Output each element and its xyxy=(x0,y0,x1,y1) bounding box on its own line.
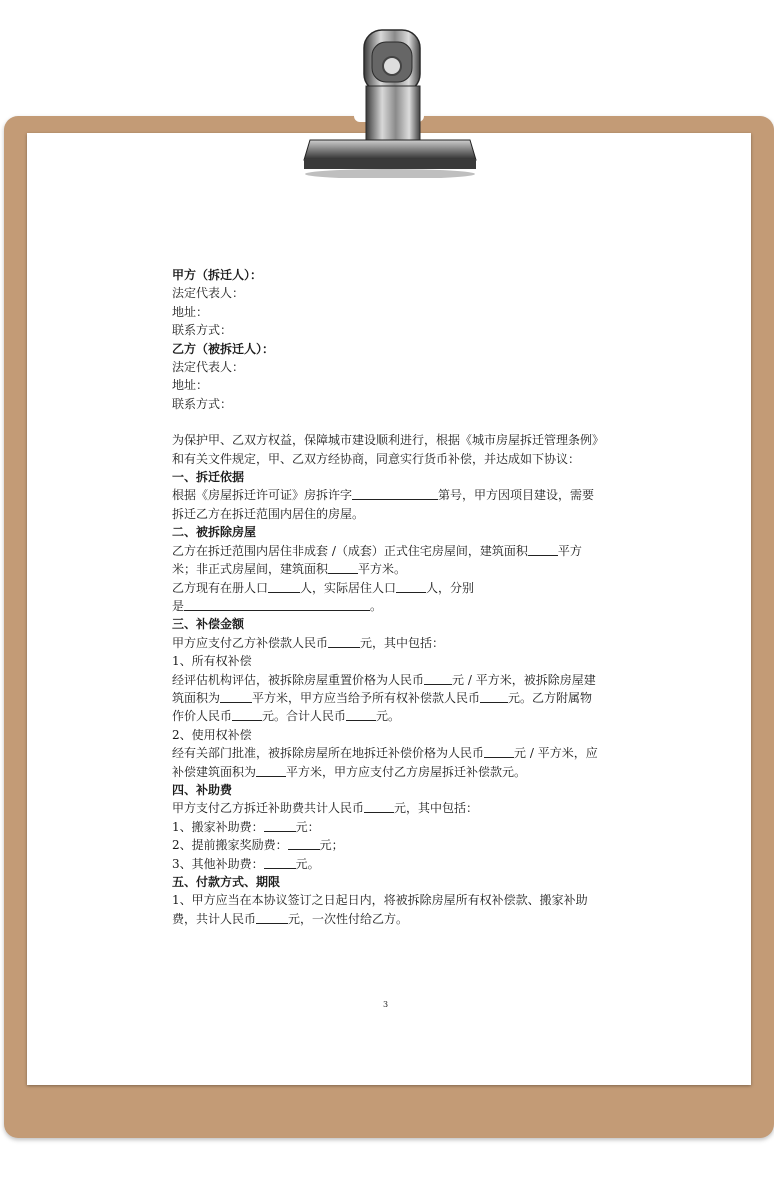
sub-2-text-b: 元 / 平方米，应补偿建筑面积为 xyxy=(172,746,598,779)
item-3-label: 3、其他补助费： xyxy=(172,856,264,871)
section-2-para-1 xyxy=(172,542,604,579)
sub-1-text-c: 平方米，甲方应当给予所有权补偿款人民币 xyxy=(252,690,481,705)
document-body xyxy=(172,266,604,928)
blank-building-area xyxy=(220,690,252,703)
section-4-title: 四、补助费 xyxy=(172,782,233,797)
blank-subtotal xyxy=(346,708,376,721)
blank-compensated-area xyxy=(256,764,286,777)
section-5-text-a: 1、甲方应当在本协议签订之日起日内，将被拆除房屋所有权补偿款、搬家补助费，共计人民币 xyxy=(172,893,588,926)
section-3-para-1 xyxy=(172,634,604,652)
section-4-item-3 xyxy=(172,855,604,873)
section-4-text-b: 元，其中包括： xyxy=(394,801,479,816)
section-3-sub-2-text xyxy=(172,744,604,781)
blank-permit-number xyxy=(352,487,438,500)
section-2-text-g: 是 xyxy=(172,598,185,613)
section-1-text-a: 根据《房屋拆迁许可证》房拆许字 xyxy=(172,488,353,503)
section-5-title: 五、付款方式、期限 xyxy=(172,875,281,889)
item-1-label: 1、搬家补助费： xyxy=(172,819,264,834)
intro-paragraph: 为保护甲、乙双方权益，保障城市建设顺利进行，根据《城市房屋拆迁管理条例》和有关文件规定，甲、乙双方经协商，同意实行货币补偿，并达成如下协议： xyxy=(172,433,605,466)
blank-compensation-price xyxy=(484,745,514,758)
item-2-unit: 元； xyxy=(319,838,344,853)
section-2-text-f: 人，分别 xyxy=(426,580,475,595)
blank-attachment-value xyxy=(232,708,262,721)
section-3-sub-1-title: 1、所有权补偿 xyxy=(172,654,252,669)
blank-other-subsidy xyxy=(264,856,296,869)
page-number: 3 xyxy=(383,1000,389,1009)
party-a-representative: 法定代表人： xyxy=(172,286,245,301)
party-a-contact: 联系方式： xyxy=(172,323,233,338)
section-2-title: 二、被拆除房屋 xyxy=(172,525,257,540)
item-1-unit: 元： xyxy=(295,819,320,834)
section-4-item-2 xyxy=(172,836,604,854)
section-2-text-h: 。 xyxy=(370,598,383,613)
sub-1-text-a: 经评估机构评估，被拆除房屋重置价格为人民币 xyxy=(172,672,425,687)
blank-area-formal xyxy=(528,543,558,556)
blank-registered-population xyxy=(268,580,300,593)
blank-replacement-price xyxy=(424,672,452,685)
item-2-label: 2、提前搬家奖励费： xyxy=(172,838,288,853)
section-1-text xyxy=(172,486,604,523)
party-b-representative: 法定代表人： xyxy=(172,360,245,375)
section-2-text-c: 平方米。 xyxy=(358,562,407,577)
section-1-title: 一、拆迁依据 xyxy=(172,470,245,485)
party-b-contact: 联系方式： xyxy=(172,396,233,411)
section-2-text-b: 平方米；非正式房屋间，建筑面积 xyxy=(172,543,582,577)
sub-1-text-d: 元。乙方附属物作价人民币 xyxy=(172,690,593,724)
binder-clip-icon xyxy=(300,28,480,178)
blank-total-compensation xyxy=(328,635,360,648)
section-5-text-b: 元，一次性付给乙方。 xyxy=(288,911,409,926)
section-2-text-e: 人，实际居住人口 xyxy=(300,580,397,595)
parties-block xyxy=(172,266,604,413)
blank-residents-names xyxy=(184,598,370,611)
section-2-para-2 xyxy=(172,579,604,597)
party-a-address: 地址： xyxy=(172,304,209,319)
section-4-text-a: 甲方支付乙方拆迁补助费共计人民币 xyxy=(172,801,365,816)
section-3-text-a: 甲方应支付乙方补偿款人民币 xyxy=(172,635,329,650)
blank-payment-total xyxy=(256,911,288,924)
section-2-text-a: 乙方在拆迁范围内居住非成套 /（成套）正式住宅房屋间，建筑面积 xyxy=(172,543,528,558)
section-3-sub-1-text xyxy=(172,671,604,726)
section-5-para-1 xyxy=(172,891,604,928)
section-1-text-b: 第号，甲方因项目建设，需要拆迁乙方在拆迁范围内居住的房屋。 xyxy=(172,488,595,521)
section-3-title: 三、补偿金额 xyxy=(172,617,245,632)
sub-1-text-b: 元 / 平方米，被拆除房屋建筑面积为 xyxy=(172,672,596,705)
blank-early-moving-reward xyxy=(288,837,320,850)
section-3-sub-2-title: 2、使用权补偿 xyxy=(172,727,252,742)
item-3-unit: 元。 xyxy=(295,856,320,871)
section-2-para-3 xyxy=(172,597,604,615)
section-4-para-1 xyxy=(172,799,604,817)
blank-area-informal xyxy=(328,561,358,574)
party-a-title: 甲方（拆迁人）： xyxy=(172,268,263,282)
sub-1-text-e: 元。合计人民币 xyxy=(262,709,347,724)
sub-2-text-a: 经有关部门批准，被拆除房屋所在地拆迁补偿价格为人民币 xyxy=(172,746,485,761)
sub-2-text-c: 平方米，甲方应支付乙方房屋拆迁补偿款元。 xyxy=(286,764,527,779)
section-2-text-d: 乙方现有在册人口 xyxy=(172,580,269,595)
section-4-item-1 xyxy=(172,818,604,836)
section-3-text-b: 元，其中包括： xyxy=(360,635,445,650)
blank-subsidy-total xyxy=(364,800,394,813)
sub-1-text-f: 元。 xyxy=(376,709,401,724)
blank-moving-subsidy xyxy=(264,819,296,832)
blank-ownership-compensation xyxy=(480,690,508,703)
blank-resident-population xyxy=(396,580,426,593)
party-b-title: 乙方（被拆迁人）： xyxy=(172,341,275,356)
party-b-address: 地址： xyxy=(172,378,209,393)
